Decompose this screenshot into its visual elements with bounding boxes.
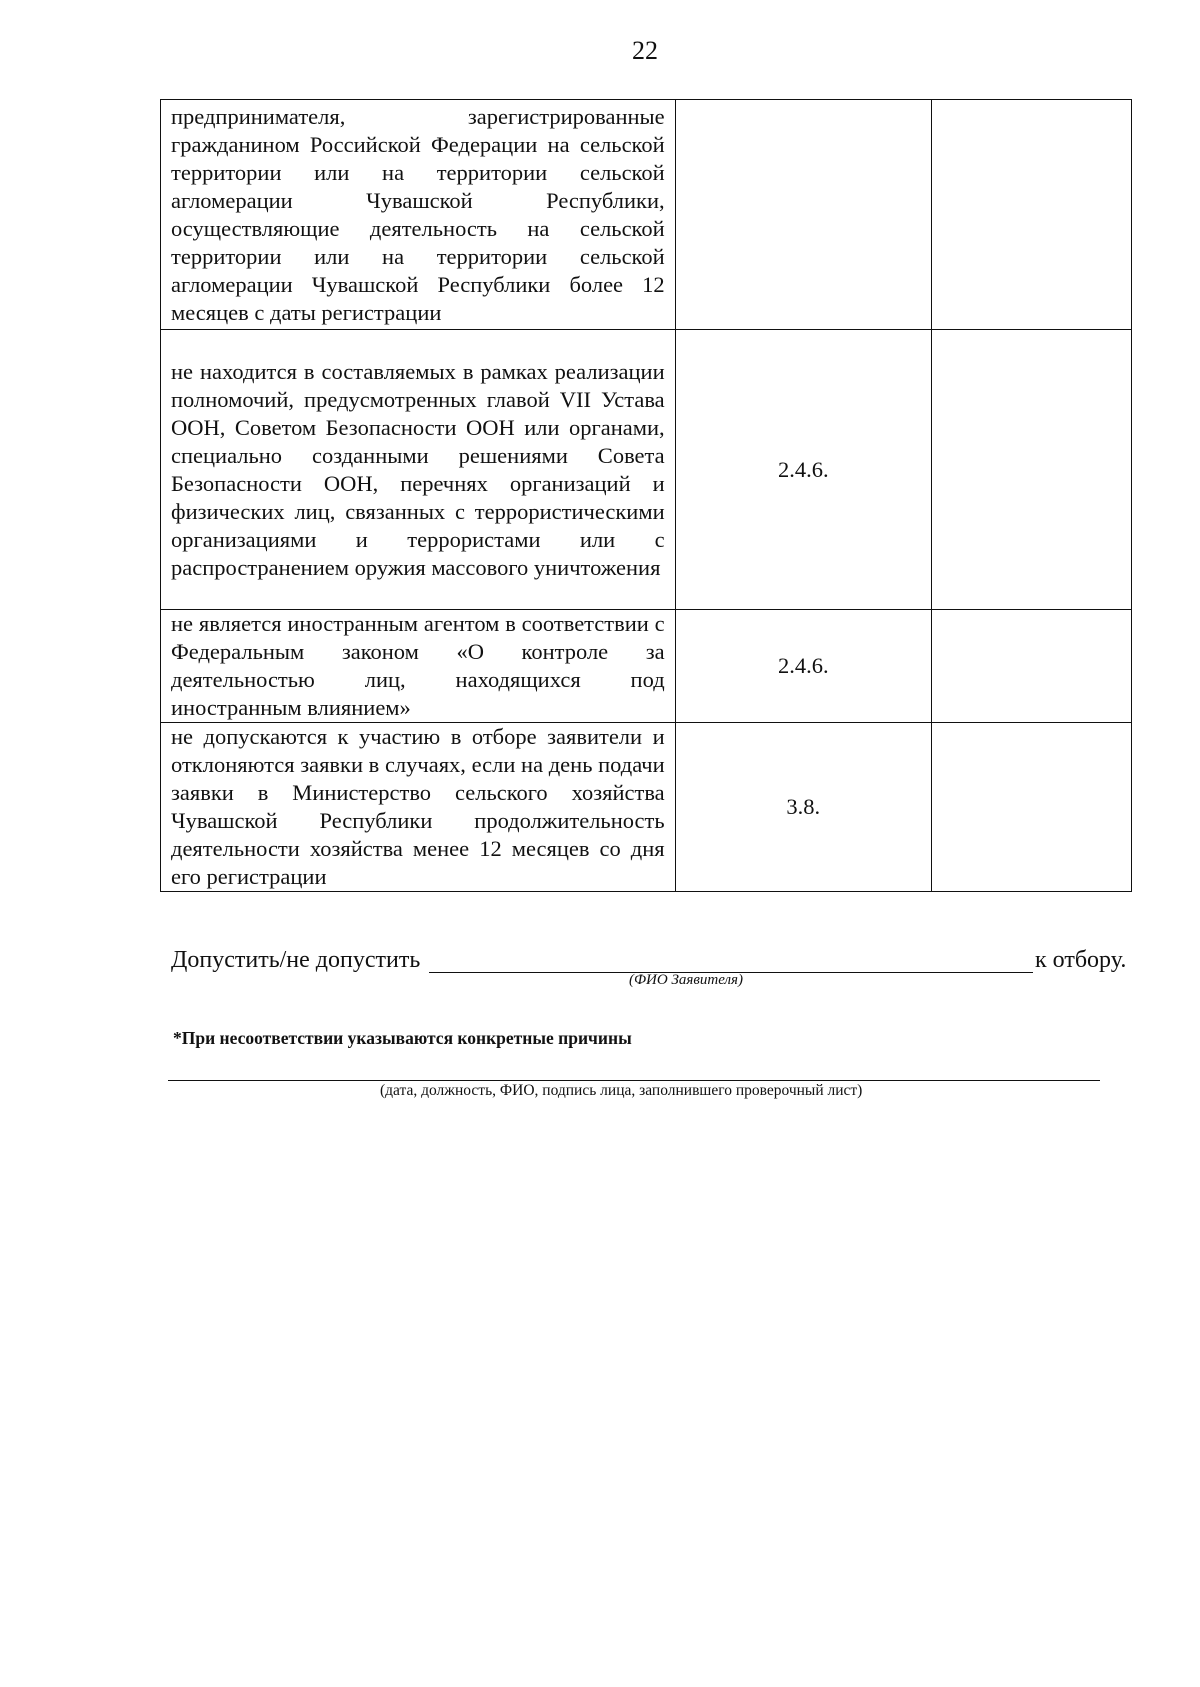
requirement-cell: предпринимателя, зарегистрированные гражданином Российской Федерации на сельской территории или на территории сельской агломерации Чувашской Республики, осуществляющие деятельность на сельской территории или на территории сельской агломерации Чувашской Республики более 12 месяцев с даты регистрации (161, 100, 676, 330)
mark-cell (931, 610, 1131, 723)
checklist-table (160, 99, 1132, 892)
requirement-cell: не является иностранным агентом в соответствии с Федеральным законом «О контроле за деятельностью лиц, находящихся под иностранным влиянием» (161, 610, 676, 723)
clause-cell: 2.4.6. (675, 330, 931, 610)
footnote: *При несоответствии указываются конкретные причины (173, 1028, 632, 1048)
mark-cell (931, 723, 1131, 892)
decision-label: Допустить/не допустить (171, 947, 421, 973)
applicant-name-hint: (ФИО Заявителя) (629, 972, 744, 988)
table-row (161, 723, 1132, 892)
mark-cell (931, 100, 1131, 330)
table-row (161, 100, 1132, 330)
signature-caption: (дата, должность, ФИО, подпись лица, заполнившего проверочный лист) (380, 1082, 863, 1099)
table-row (161, 330, 1132, 610)
mark-cell (931, 330, 1131, 610)
page-number: 22 (632, 36, 658, 65)
signature-line[interactable] (168, 1080, 1100, 1081)
requirement-cell: не допускаются к участию в отборе заявители и отклоняются заявки в случаях, если на день подачи заявки в Министерство сельского хозяйства Чувашской Республики продолжительность деятельности хозяйства менее 12 месяцев со дня его регистрации (161, 723, 676, 892)
clause-cell: 2.4.6. (675, 610, 931, 723)
clause-cell: 3.8. (675, 723, 931, 892)
clause-cell (675, 100, 931, 330)
decision-tail: к отбору. (1035, 947, 1127, 973)
requirement-cell: не находится в составляемых в рамках реализации полномочий, предусмотренных главой VII Устава ООН, Советом Безопасности ООН или органами, специально созданными решениями Совета Безопасности ООН, перечнях организаций и физических лиц, связанных с террористическими организациями и террористами или с распространением оружия массового уничтожения (161, 330, 676, 610)
table-row (161, 610, 1132, 723)
